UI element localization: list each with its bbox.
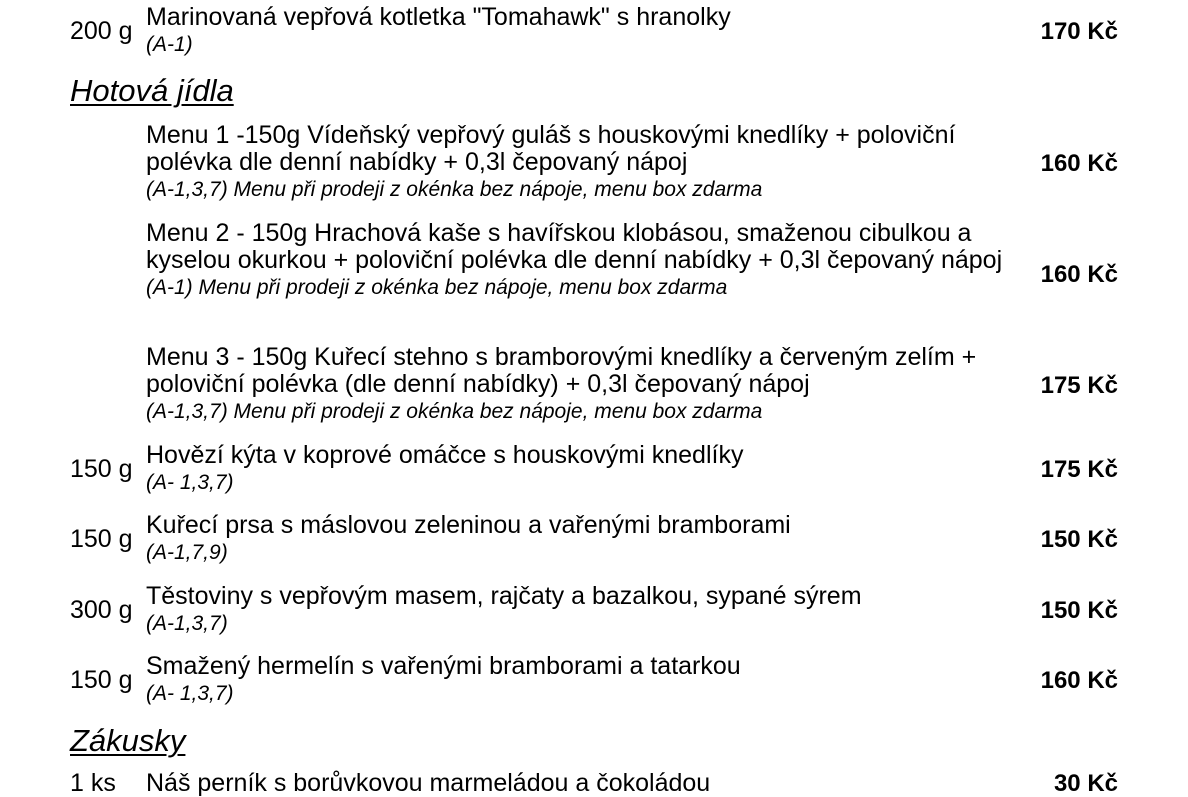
item-description [146,122,1026,204]
item-description [146,442,1026,497]
item-weight: 150 g [70,666,133,694]
item-description [146,344,1026,426]
item-weight: 300 g [70,596,133,624]
item-description [146,4,1026,59]
item-price: 150 Kč [1040,526,1118,553]
item-name: Náš perník s borůvkovou marmeládou a čokoládou [146,769,711,797]
item-allergens: (A- 1,3,7) [146,471,234,494]
item-weight: 1 ks [70,769,116,797]
item-price: 170 Kč [1040,18,1118,45]
item-price: 160 Kč [1040,261,1118,288]
item-name: Menu 3 - 150g Kuřecí stehno s bramborovými knedlíky a červeným zelím + poloviční polévka (dle denní nabídky) + 0,3l čepovaný nápoj [146,343,977,398]
item-price: 30 Kč [1053,770,1118,797]
item-allergens: (A-1) Menu při prodeji z okénka bez nápoje, menu box zdarma [146,276,728,299]
item-price: 160 Kč [1040,150,1118,177]
item-name: Marinovaná vepřová kotletka "Tomahawk" s hranolky [146,3,731,31]
item-allergens: (A-1,3,7) [146,612,228,635]
section-title-zakusky: Zákusky [70,723,186,758]
item-allergens: (A- 1,3,7) [146,682,234,705]
item-name: Smažený hermelín s vařenými bramborami a tatarkou [146,652,741,680]
item-allergens: (A-1,7,9) [146,541,228,564]
item-weight: 150 g [70,525,133,553]
item-price: 175 Kč [1040,456,1118,483]
item-allergens: (A-1) [146,33,193,56]
item-name: Kuřecí prsa s máslovou zeleninou a vařenými bramborami [146,511,791,539]
item-name: Těstoviny s vepřovým masem, rajčaty a bazalkou, sypané sýrem [146,582,862,610]
item-name: Menu 1 -150g Vídeňský vepřový guláš s houskovými knedlíky + poloviční polévka dle denní nabídky + 0,3l čepovaný nápoj [146,121,956,176]
item-description [146,220,1026,302]
item-name: Hovězí kýta v koprové omáčce s houskovými knedlíky [146,441,744,469]
item-price: 150 Kč [1040,597,1118,624]
item-allergens: (A-1,3,7) Menu při prodeji z okénka bez nápoje, menu box zdarma [146,178,763,201]
item-allergens: (A-1,3,7) Menu při prodeji z okénka bez nápoje, menu box zdarma [146,400,763,423]
item-weight: 150 g [70,455,133,483]
item-description [146,512,1026,567]
item-weight: 200 g [70,17,133,45]
item-description [146,653,1026,708]
item-price: 160 Kč [1040,667,1118,694]
item-description [146,583,1026,638]
item-price: 175 Kč [1040,372,1118,399]
section-title-hotova-jidla: Hotová jídla [70,73,234,108]
item-name: Menu 2 - 150g Hrachová kaše s havířskou klobásou, smaženou cibulkou a kyselou okurkou + poloviční polévka dle denní nabídky + 0,3l čepovaný nápoj [146,219,1003,274]
item-description [146,770,1026,797]
